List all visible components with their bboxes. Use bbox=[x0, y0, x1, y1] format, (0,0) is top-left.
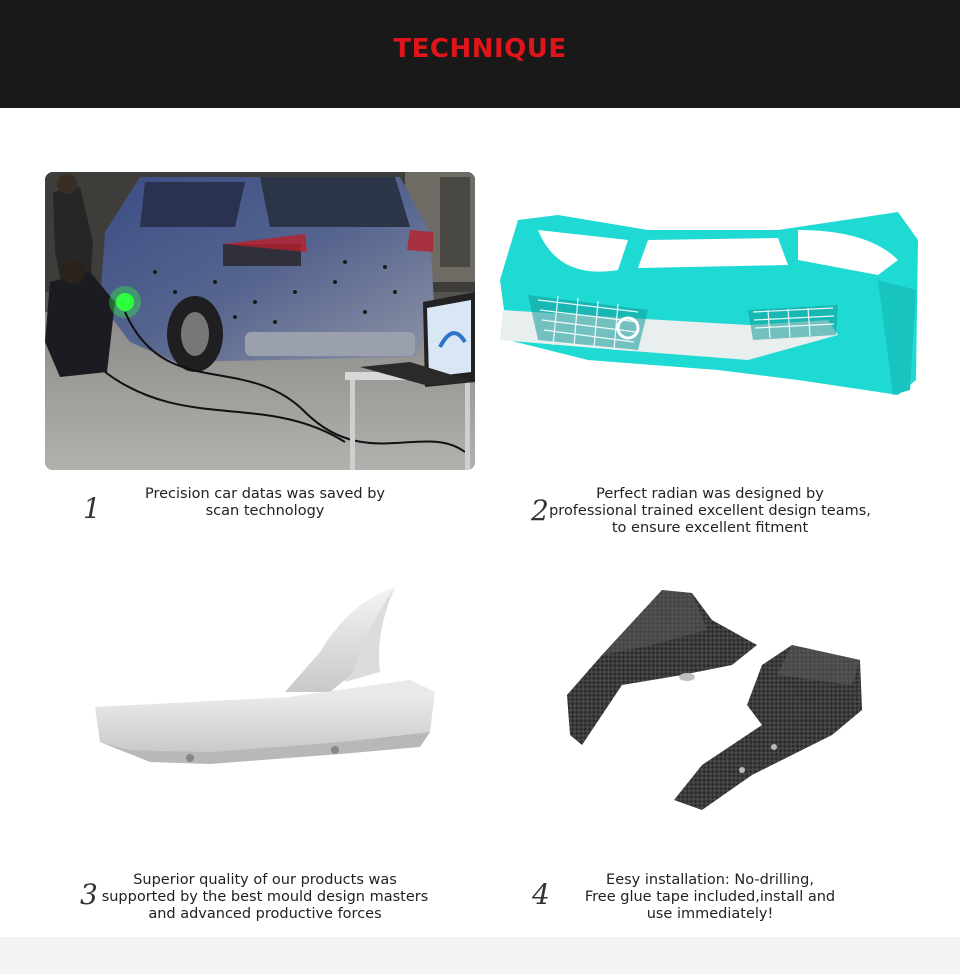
step-4-number: 4 bbox=[532, 878, 550, 911]
cad-bumper-model bbox=[498, 200, 920, 400]
step-2-caption bbox=[540, 486, 880, 537]
caption-line: professional trained excellent design teams, bbox=[549, 503, 871, 519]
caption-line: Eesy installation: No-drilling, bbox=[606, 872, 814, 888]
caption-line: to ensure excellent fitment bbox=[611, 520, 809, 536]
caption-line: supported by the best mould design masters bbox=[101, 889, 429, 905]
caption-line: Free glue tape included,install and bbox=[584, 889, 836, 905]
step-1-number: 1 bbox=[83, 492, 101, 525]
footer-band bbox=[0, 937, 960, 974]
caption-line: and advanced productive forces bbox=[148, 906, 382, 922]
step-4-caption bbox=[560, 872, 860, 923]
caption-line: use immediately! bbox=[646, 906, 774, 922]
step-1-caption bbox=[115, 486, 415, 520]
step-3-number: 3 bbox=[80, 878, 98, 911]
step-3-caption bbox=[90, 872, 440, 923]
caption-line: Precision car datas was saved by bbox=[144, 486, 385, 502]
step-2-number: 2 bbox=[531, 494, 549, 527]
header-banner bbox=[0, 0, 960, 108]
scan-photo bbox=[45, 172, 475, 470]
caption-line: Perfect radian was designed by bbox=[596, 486, 824, 502]
white-mould-part bbox=[90, 582, 440, 772]
carbon-fiber-splitters bbox=[562, 585, 872, 815]
caption-line: Superior quality of our products was bbox=[133, 872, 397, 888]
caption-line: scan technology bbox=[205, 503, 325, 519]
page-title: TECHNIQUE bbox=[393, 34, 567, 64]
